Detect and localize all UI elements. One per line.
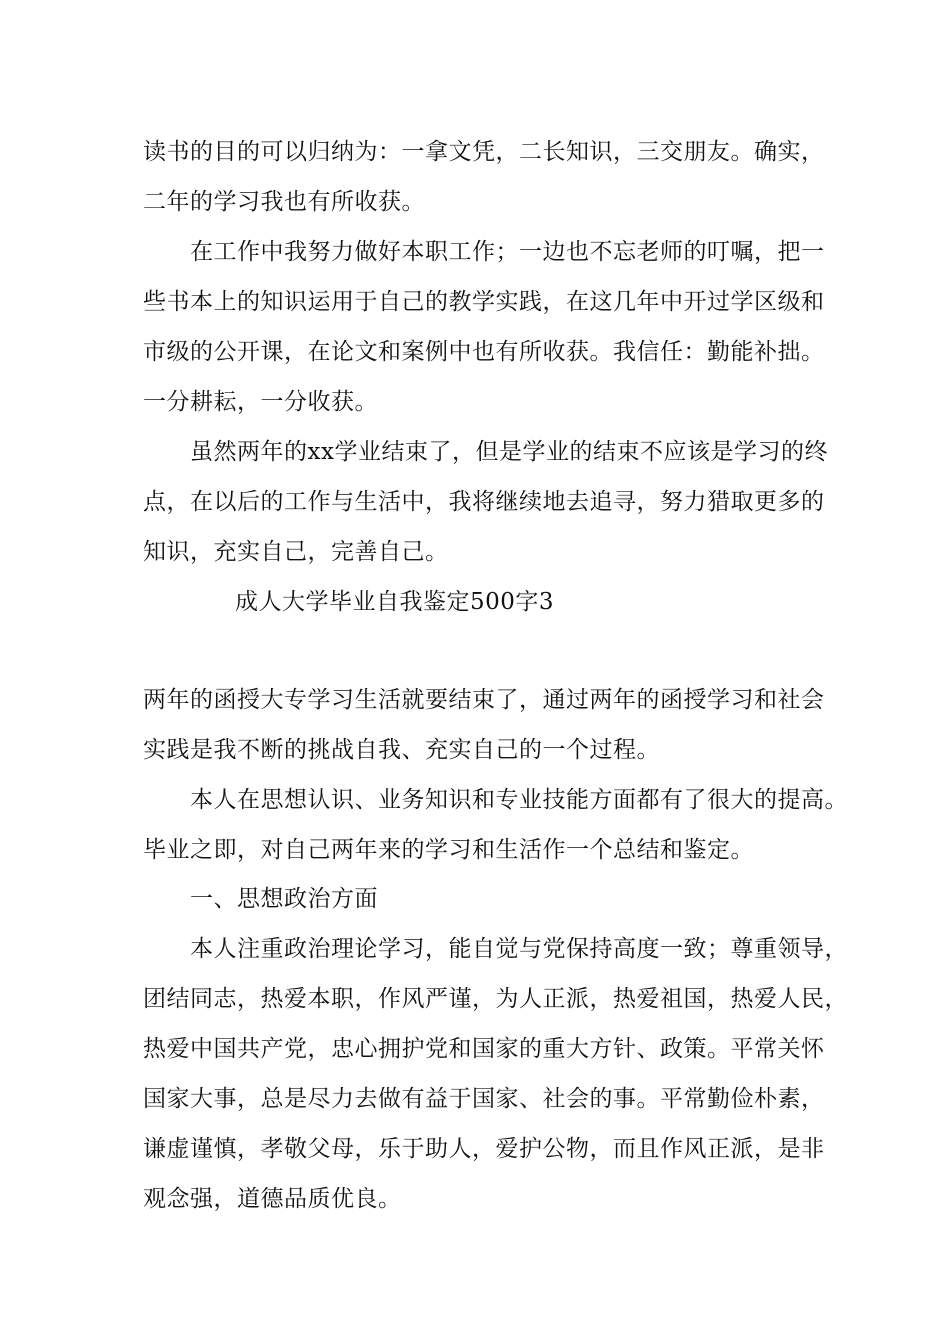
text-line: 一分耕耘，一分收获。 <box>143 389 378 415</box>
text-line: 读书的目的可以归纳为：一拿文凭，二长知识，三交朋友。确实， <box>143 139 825 165</box>
text-line: 两年的函授大专学习生活就要结束了，通过两年的函授学习和社会 <box>143 687 825 713</box>
text-line: 些书本上的知识运用于自己的教学实践，在这几年中开过学区级和 <box>143 289 825 315</box>
text-line: 在工作中我努力做好本职工作；一边也不忘老师的叮嘱，把一 <box>190 239 825 265</box>
text-line: 本人在思想认识、业务知识和专业技能方面都有了很大的提高。 <box>190 787 848 813</box>
text-line: 毕业之即，对自己两年来的学习和生活作一个总结和鉴定。 <box>143 837 754 863</box>
text-line: 本人注重政治理论学习，能自觉与党保持高度一致；尊重领导， <box>190 936 848 962</box>
text-line: 点，在以后的工作与生活中，我将继续地去追寻，努力猎取更多的 <box>143 489 825 515</box>
text-line: 知识，充实自己，完善自己。 <box>143 539 449 565</box>
text-line: 实践是我不断的挑战自我、充实自己的一个过程。 <box>143 737 660 763</box>
text-line: 国家大事，总是尽力去做有益于国家、社会的事。平常勤俭朴素， <box>143 1086 825 1112</box>
text-line: 热爱中国共产党，忠心拥护党和国家的重大方针、政策。平常关怀 <box>143 1036 825 1062</box>
subsection-heading: 一、思想政治方面 <box>190 886 378 912</box>
text-line: 观念强，道德品质优良。 <box>143 1186 402 1212</box>
section-heading: 成人大学毕业自我鉴定500字3 <box>235 589 555 615</box>
text-line: 市级的公开课，在论文和案例中也有所收获。我信任：勤能补拙。 <box>143 339 825 365</box>
text-line: 团结同志，热爱本职，作风严谨，为人正派，热爱祖国，热爱人民， <box>143 986 848 1012</box>
text-line: 二年的学习我也有所收获。 <box>143 189 425 215</box>
text-line: 谦虚谨慎，孝敬父母，乐于助人，爱护公物，而且作风正派，是非 <box>143 1136 825 1162</box>
text-line: 虽然两年的xx学业结束了，但是学业的结束不应该是学习的终 <box>190 439 828 465</box>
